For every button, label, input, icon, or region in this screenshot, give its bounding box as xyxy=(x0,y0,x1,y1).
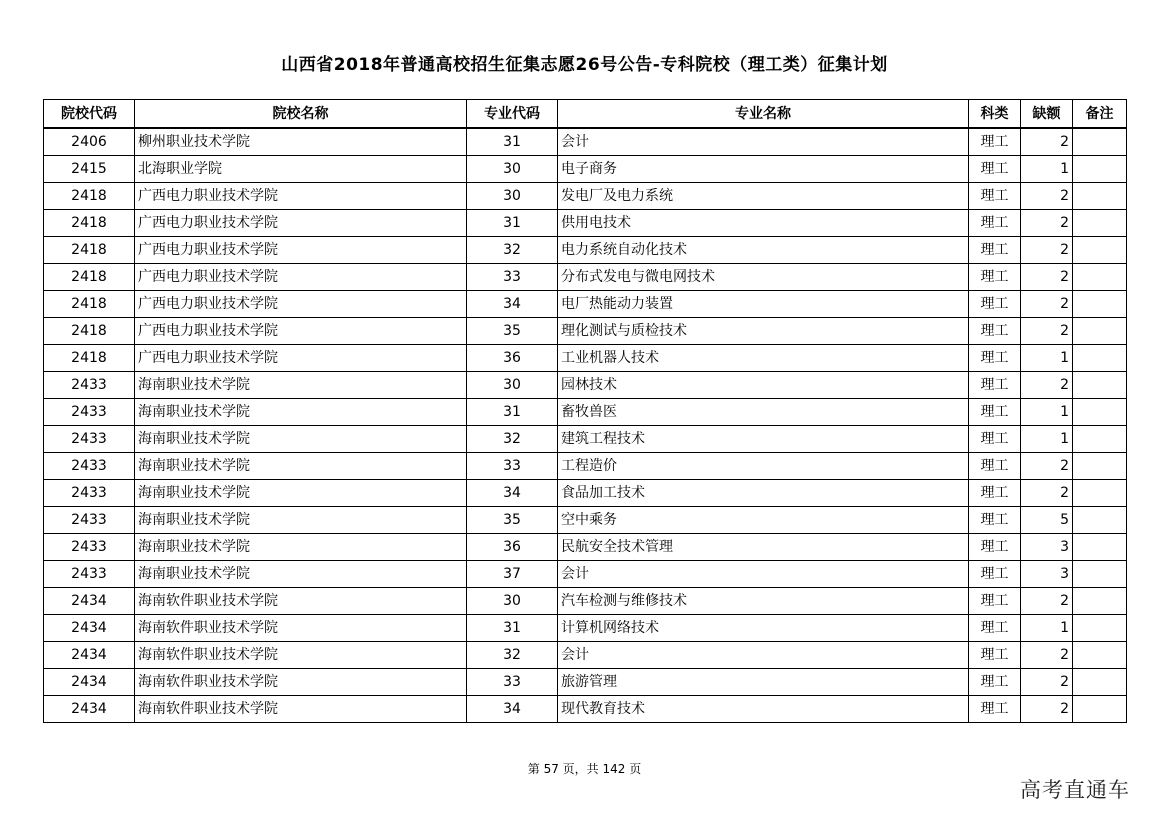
cell-major-code: 31 xyxy=(467,128,558,156)
cell-major-name: 会计 xyxy=(558,561,969,588)
table-row xyxy=(44,696,1127,723)
table-row xyxy=(44,399,1127,426)
cell-category: 理工 xyxy=(969,237,1021,264)
table-row xyxy=(44,128,1127,156)
cell-note xyxy=(1073,615,1127,642)
cell-note xyxy=(1073,128,1127,156)
cell-major-code: 37 xyxy=(467,561,558,588)
cell-school-name: 广西电力职业技术学院 xyxy=(135,345,467,372)
enrollment-plan-table xyxy=(43,99,1127,723)
cell-major-name: 分布式发电与微电网技术 xyxy=(558,264,969,291)
cell-major-code: 32 xyxy=(467,642,558,669)
cell-category: 理工 xyxy=(969,345,1021,372)
cell-school-name: 海南软件职业技术学院 xyxy=(135,588,467,615)
cell-major-code: 35 xyxy=(467,507,558,534)
cell-major-code: 36 xyxy=(467,345,558,372)
cell-major-name: 会计 xyxy=(558,128,969,156)
cell-category: 理工 xyxy=(969,507,1021,534)
cell-major-code: 33 xyxy=(467,453,558,480)
cell-school-code: 2433 xyxy=(44,534,135,561)
cell-note xyxy=(1073,696,1127,723)
table-row xyxy=(44,615,1127,642)
cell-note xyxy=(1073,453,1127,480)
cell-school-code: 2418 xyxy=(44,237,135,264)
header-major-code: 专业代码 xyxy=(467,100,558,129)
cell-major-code: 33 xyxy=(467,264,558,291)
cell-school-name: 海南职业技术学院 xyxy=(135,399,467,426)
header-quota: 缺额 xyxy=(1021,100,1073,129)
header-school-code: 院校代码 xyxy=(44,100,135,129)
cell-major-name: 食品加工技术 xyxy=(558,480,969,507)
table-row xyxy=(44,156,1127,183)
cell-category: 理工 xyxy=(969,264,1021,291)
cell-major-name: 供用电技术 xyxy=(558,210,969,237)
cell-school-code: 2418 xyxy=(44,183,135,210)
cell-school-code: 2418 xyxy=(44,345,135,372)
cell-school-code: 2433 xyxy=(44,372,135,399)
header-note: 备注 xyxy=(1073,100,1127,129)
cell-note xyxy=(1073,372,1127,399)
cell-school-name: 广西电力职业技术学院 xyxy=(135,318,467,345)
cell-note xyxy=(1073,156,1127,183)
cell-school-code: 2433 xyxy=(44,561,135,588)
table-row xyxy=(44,237,1127,264)
cell-school-code: 2434 xyxy=(44,615,135,642)
cell-major-name: 电厂热能动力装置 xyxy=(558,291,969,318)
cell-school-code: 2433 xyxy=(44,399,135,426)
cell-school-name: 海南职业技术学院 xyxy=(135,561,467,588)
cell-school-name: 海南职业技术学院 xyxy=(135,480,467,507)
cell-note xyxy=(1073,318,1127,345)
cell-school-name: 海南软件职业技术学院 xyxy=(135,669,467,696)
table-row xyxy=(44,480,1127,507)
cell-school-code: 2433 xyxy=(44,453,135,480)
table-row xyxy=(44,588,1127,615)
cell-note xyxy=(1073,210,1127,237)
cell-school-name: 海南职业技术学院 xyxy=(135,453,467,480)
cell-major-code: 34 xyxy=(467,480,558,507)
table-row xyxy=(44,453,1127,480)
cell-major-code: 36 xyxy=(467,534,558,561)
table-row xyxy=(44,291,1127,318)
cell-quota: 5 xyxy=(1021,507,1073,534)
cell-quota: 2 xyxy=(1021,183,1073,210)
cell-major-code: 34 xyxy=(467,291,558,318)
cell-note xyxy=(1073,642,1127,669)
cell-major-code: 33 xyxy=(467,669,558,696)
cell-school-name: 广西电力职业技术学院 xyxy=(135,237,467,264)
cell-category: 理工 xyxy=(969,210,1021,237)
cell-school-name: 柳州职业技术学院 xyxy=(135,128,467,156)
cell-major-name: 园林技术 xyxy=(558,372,969,399)
table-row xyxy=(44,345,1127,372)
cell-category: 理工 xyxy=(969,615,1021,642)
cell-category: 理工 xyxy=(969,318,1021,345)
page-title: 山西省2018年普通高校招生征集志愿26号公告-专科院校（理工类）征集计划 xyxy=(281,55,888,75)
cell-major-name: 民航安全技术管理 xyxy=(558,534,969,561)
cell-major-code: 31 xyxy=(467,399,558,426)
cell-school-name: 海南职业技术学院 xyxy=(135,507,467,534)
table-row xyxy=(44,372,1127,399)
header-major-name: 专业名称 xyxy=(558,100,969,129)
cell-major-code: 31 xyxy=(467,615,558,642)
cell-school-code: 2418 xyxy=(44,264,135,291)
cell-category: 理工 xyxy=(969,534,1021,561)
cell-school-name: 海南软件职业技术学院 xyxy=(135,642,467,669)
cell-quota: 2 xyxy=(1021,696,1073,723)
page-footer: 第 57 页，共 142 页 xyxy=(527,762,642,776)
cell-quota: 2 xyxy=(1021,291,1073,318)
cell-major-name: 计算机网络技术 xyxy=(558,615,969,642)
cell-quota: 2 xyxy=(1021,128,1073,156)
cell-note xyxy=(1073,183,1127,210)
cell-note xyxy=(1073,588,1127,615)
cell-note xyxy=(1073,480,1127,507)
cell-note xyxy=(1073,507,1127,534)
cell-quota: 2 xyxy=(1021,588,1073,615)
cell-school-name: 海南职业技术学院 xyxy=(135,426,467,453)
cell-quota: 1 xyxy=(1021,156,1073,183)
cell-quota: 2 xyxy=(1021,669,1073,696)
cell-school-name: 海南职业技术学院 xyxy=(135,372,467,399)
cell-major-code: 32 xyxy=(467,237,558,264)
cell-category: 理工 xyxy=(969,480,1021,507)
cell-quota: 2 xyxy=(1021,372,1073,399)
table-row xyxy=(44,561,1127,588)
cell-major-name: 工程造价 xyxy=(558,453,969,480)
table-row xyxy=(44,642,1127,669)
cell-category: 理工 xyxy=(969,453,1021,480)
cell-category: 理工 xyxy=(969,183,1021,210)
cell-category: 理工 xyxy=(969,588,1021,615)
cell-major-name: 理化测试与质检技术 xyxy=(558,318,969,345)
cell-school-name: 广西电力职业技术学院 xyxy=(135,210,467,237)
cell-major-code: 34 xyxy=(467,696,558,723)
cell-quota: 2 xyxy=(1021,210,1073,237)
cell-category: 理工 xyxy=(969,642,1021,669)
cell-major-name: 电子商务 xyxy=(558,156,969,183)
cell-school-name: 广西电力职业技术学院 xyxy=(135,264,467,291)
cell-school-code: 2415 xyxy=(44,156,135,183)
cell-category: 理工 xyxy=(969,372,1021,399)
cell-school-code: 2434 xyxy=(44,588,135,615)
cell-quota: 2 xyxy=(1021,237,1073,264)
cell-major-name: 畜牧兽医 xyxy=(558,399,969,426)
table-row xyxy=(44,426,1127,453)
cell-school-name: 广西电力职业技术学院 xyxy=(135,183,467,210)
cell-major-name: 发电厂及电力系统 xyxy=(558,183,969,210)
cell-category: 理工 xyxy=(969,561,1021,588)
table-row xyxy=(44,534,1127,561)
cell-quota: 2 xyxy=(1021,264,1073,291)
cell-school-code: 2434 xyxy=(44,642,135,669)
table-row xyxy=(44,264,1127,291)
cell-school-code: 2433 xyxy=(44,507,135,534)
cell-quota: 3 xyxy=(1021,561,1073,588)
cell-quota: 2 xyxy=(1021,642,1073,669)
cell-school-code: 2406 xyxy=(44,128,135,156)
cell-note xyxy=(1073,345,1127,372)
cell-major-name: 现代教育技术 xyxy=(558,696,969,723)
cell-quota: 2 xyxy=(1021,318,1073,345)
cell-school-name: 海南软件职业技术学院 xyxy=(135,696,467,723)
cell-note xyxy=(1073,399,1127,426)
cell-major-name: 会计 xyxy=(558,642,969,669)
cell-school-name: 广西电力职业技术学院 xyxy=(135,291,467,318)
cell-category: 理工 xyxy=(969,669,1021,696)
table-header-row xyxy=(44,100,1127,129)
cell-category: 理工 xyxy=(969,399,1021,426)
cell-major-code: 30 xyxy=(467,588,558,615)
cell-school-code: 2433 xyxy=(44,426,135,453)
cell-note xyxy=(1073,426,1127,453)
cell-school-name: 海南职业技术学院 xyxy=(135,534,467,561)
cell-major-code: 35 xyxy=(467,318,558,345)
cell-quota: 3 xyxy=(1021,534,1073,561)
cell-note xyxy=(1073,264,1127,291)
cell-quota: 2 xyxy=(1021,480,1073,507)
header-category: 科类 xyxy=(969,100,1021,129)
cell-major-name: 旅游管理 xyxy=(558,669,969,696)
cell-category: 理工 xyxy=(969,426,1021,453)
cell-quota: 1 xyxy=(1021,399,1073,426)
cell-school-code: 2433 xyxy=(44,480,135,507)
cell-quota: 1 xyxy=(1021,345,1073,372)
cell-quota: 1 xyxy=(1021,426,1073,453)
cell-school-name: 北海职业学院 xyxy=(135,156,467,183)
cell-note xyxy=(1073,561,1127,588)
cell-note xyxy=(1073,534,1127,561)
cell-major-code: 30 xyxy=(467,372,558,399)
table-row xyxy=(44,318,1127,345)
header-school-name: 院校名称 xyxy=(135,100,467,129)
cell-school-code: 2418 xyxy=(44,291,135,318)
cell-category: 理工 xyxy=(969,156,1021,183)
table-row xyxy=(44,669,1127,696)
cell-school-name: 海南软件职业技术学院 xyxy=(135,615,467,642)
cell-school-code: 2434 xyxy=(44,696,135,723)
watermark: 高考直通车 xyxy=(1020,778,1130,802)
cell-major-code: 32 xyxy=(467,426,558,453)
cell-category: 理工 xyxy=(969,291,1021,318)
table-row xyxy=(44,507,1127,534)
cell-major-name: 空中乘务 xyxy=(558,507,969,534)
cell-school-code: 2418 xyxy=(44,210,135,237)
cell-major-code: 31 xyxy=(467,210,558,237)
cell-note xyxy=(1073,669,1127,696)
cell-school-code: 2434 xyxy=(44,669,135,696)
cell-note xyxy=(1073,237,1127,264)
cell-major-code: 30 xyxy=(467,156,558,183)
cell-quota: 2 xyxy=(1021,453,1073,480)
cell-major-name: 建筑工程技术 xyxy=(558,426,969,453)
cell-category: 理工 xyxy=(969,696,1021,723)
cell-major-code: 30 xyxy=(467,183,558,210)
cell-major-name: 电力系统自动化技术 xyxy=(558,237,969,264)
cell-school-code: 2418 xyxy=(44,318,135,345)
cell-quota: 1 xyxy=(1021,615,1073,642)
cell-category: 理工 xyxy=(969,128,1021,156)
cell-note xyxy=(1073,291,1127,318)
cell-major-name: 工业机器人技术 xyxy=(558,345,969,372)
table-row xyxy=(44,210,1127,237)
cell-major-name: 汽车检测与维修技术 xyxy=(558,588,969,615)
table-row xyxy=(44,183,1127,210)
